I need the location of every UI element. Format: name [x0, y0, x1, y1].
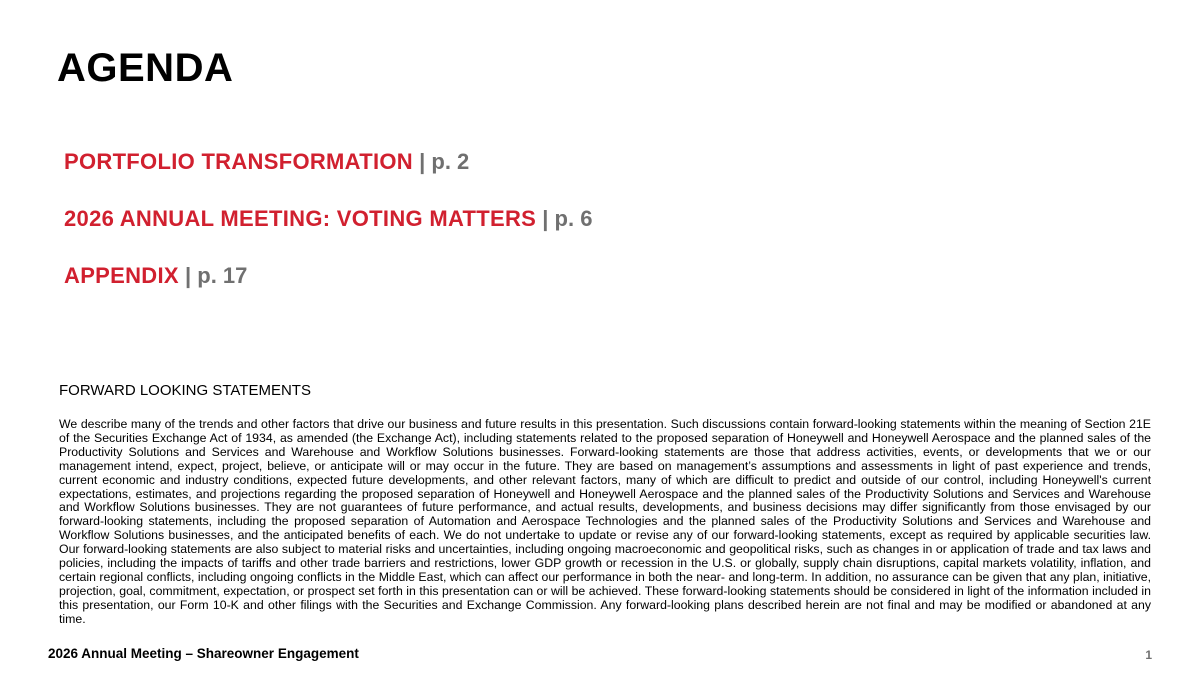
agenda-item-page: p. 17 [197, 263, 248, 288]
footer-title: 2026 Annual Meeting – Shareowner Engagement [48, 646, 359, 661]
agenda-item-separator: | [178, 263, 198, 288]
agenda-list [64, 148, 964, 319]
agenda-item-page: p. 2 [431, 149, 470, 174]
forward-looking-body: We describe many of the trends and other factors that drive our business and future results in this presentation. Such discussions contain forward-looking statements within the meaning of Section 21E of the Securities Exchange Act of 1934, as amended (the Exchange Act), including statements related to the proposed separation of Honeywell and Honeywell Aerospace and the planned sales of the Productivity Solutions and Services and Warehouse and Workflow Solutions businesses. Forward-looking statements are those that address activities, events, or developments that we or our management intend, expect, project, believe, or anticipate will or may occur in the future. They are based on management’s assumptions and assessments in light of past experience and trends, current economic and industry conditions, expected future developments, and other relevant factors, many of which are difficult to predict and outside of our control, including Honeywell's current expectations, estimates, and projections regarding the proposed separation of Honeywell and Honeywell Aerospace and the planned sales of the Productivity Solutions and Services and Warehouse and Workflow Solutions businesses. They are not guarantees of future performance, and actual results, developments, and business decisions may differ significantly from those envisaged by our forward-looking statements, including the proposed separation of Automation and Aerospace Technologies and the planned sales of the Productivity Solutions and Services and Warehouse and Workflow Solutions businesses, and the anticipated benefits of each. We do not undertake to update or revise any of our forward-looking statements, except as required by applicable securities law. Our forward-looking statements are also subject to material risks and uncertainties, including ongoing macroeconomic and geopolitical risks, such as changes in or application of trade and tax laws and policies, including the impacts of tariffs and other trade barriers and restrictions, lower GDP growth or recession in the U.S. or globally, supply chain disruptions, capital markets volatility, inflation, and certain regional conflicts, including ongoing conflicts in the Middle East, which can affect our performance in both the near- and long-term. In addition, no assurance can be given that any plan, initiative, projection, goal, commitment, expectation, or prospect set forth in this presentation can or will be achieved. These forward-looking statements should be considered in light of the information included in this presentation, our Form 10-K and other filings with the Securities and Exchange Commission. Any forward-looking plans described herein are not final and may be modified or abandoned at any time. [59, 417, 1151, 626]
forward-looking-heading: FORWARD LOOKING STATEMENTS [59, 382, 311, 399]
agenda-item-voting-matters [64, 205, 964, 262]
page-title: AGENDA [57, 46, 234, 90]
agenda-item-portfolio-transformation [64, 148, 964, 205]
agenda-item-separator: | [536, 206, 555, 231]
agenda-item-page: p. 6 [554, 206, 593, 231]
agenda-item-label: APPENDIX [64, 263, 179, 288]
agenda-item-separator: | [412, 149, 432, 174]
agenda-item-label: PORTFOLIO TRANSFORMATION [64, 149, 413, 174]
agenda-item-appendix [64, 262, 964, 319]
page-number: 1 [1145, 648, 1152, 662]
agenda-item-label: 2026 ANNUAL MEETING: VOTING MATTERS [64, 206, 537, 231]
